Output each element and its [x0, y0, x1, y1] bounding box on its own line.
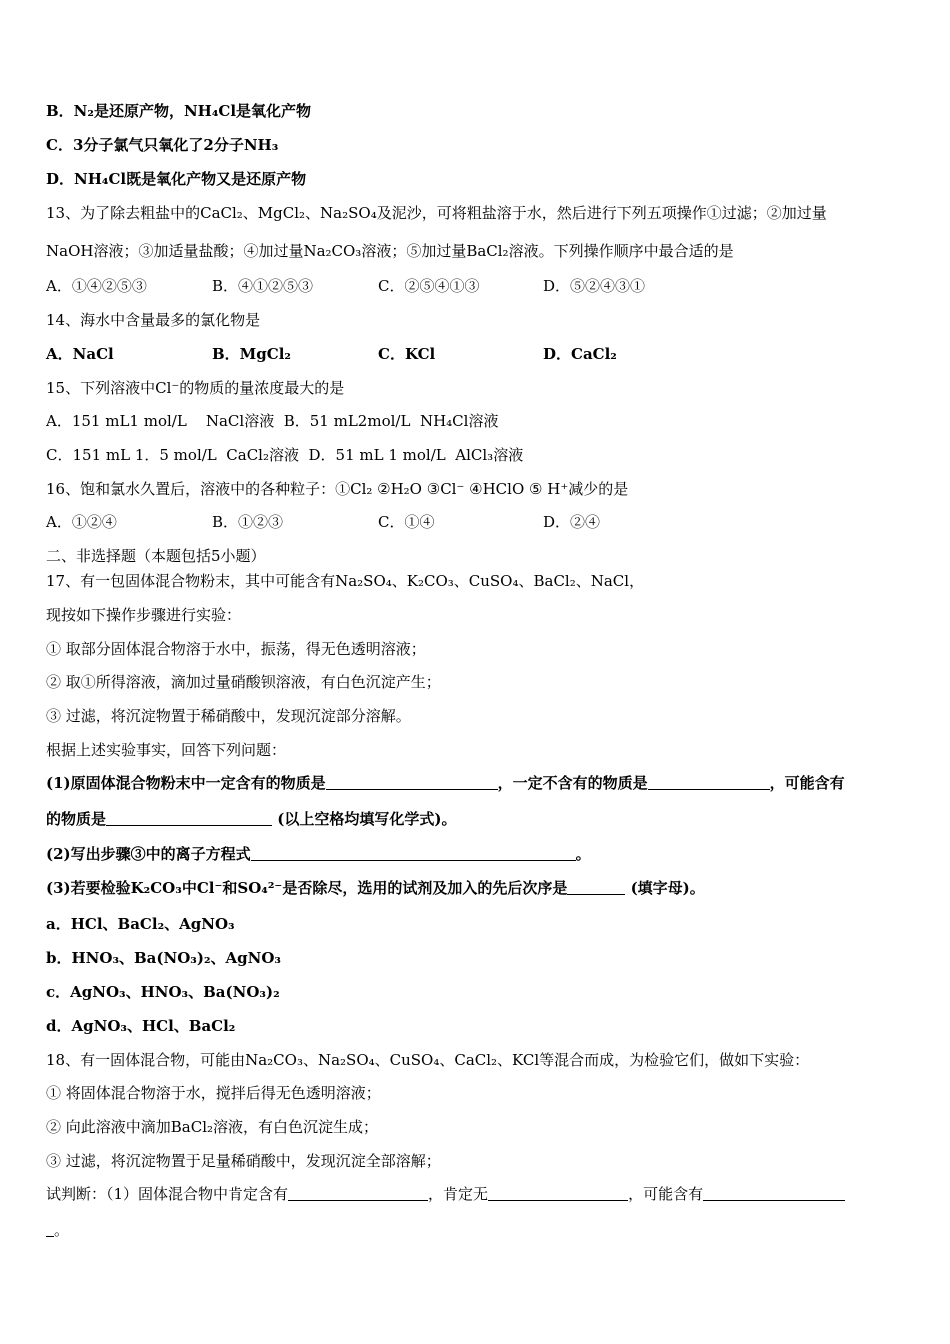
q17-blank-must-not-contain[interactable] [648, 775, 770, 790]
q16-option-a: A．①②④ [46, 513, 117, 531]
q16-option-d: D．②④ [543, 513, 601, 531]
q12-option-d: D．NH₄Cl既是氧化产物又是还原产物 [46, 170, 307, 188]
q17-blank-ionic-equation[interactable] [251, 846, 576, 861]
q18-judge-end [46, 1220, 69, 1240]
q16-option-c: C．①④ [378, 513, 435, 531]
q17-step-1: ① 取部分固体混合物溶于水中，振荡，得无色透明溶液； [46, 640, 426, 658]
q13-stem-line2: NaOH溶液；③加适量盐酸；④加过量Na₂CO₃溶液；⑤加过量BaCl₂溶液。下列操作顺序中最合适的是 [46, 242, 734, 260]
q18-judge-text-b: ，肯定无 [428, 1185, 489, 1203]
q17-stem-line2: 现按如下操作步骤进行实验： [46, 606, 242, 624]
q17-step-2: ② 取①所得溶液，滴加过量硝酸钡溶液，有白色沉淀产生； [46, 673, 441, 691]
q18-blank-may-contain[interactable] [703, 1186, 845, 1201]
q17-part3-text-a: (3)若要检验K₂CO₃中Cl⁻和SO₄²⁻是否除尽，选用的试剂及加入的先后次序是 [46, 879, 568, 897]
q17-part1-text-b: ，一定不含有的物质是 [497, 774, 648, 792]
q18-judge-text-c: ，可能含有 [628, 1185, 704, 1203]
q17-blank-reagent-order[interactable] [567, 880, 625, 895]
q16-option-b: B．①②③ [212, 513, 284, 531]
q13-option-b: B．④①②⑤③ [212, 277, 314, 295]
q17-part2-text-b: 。 [575, 845, 591, 863]
q13-option-d: D．⑤②④③① [543, 277, 646, 295]
q17-choice-c: c．AgNO₃、HNO₃、Ba(NO₃)₂ [46, 983, 280, 1001]
q17-blank-may-contain[interactable] [106, 811, 272, 826]
q17-part1-line1 [46, 773, 845, 793]
q17-stem-line1: 17、有一包固体混合物粉末，其中可能含有Na₂SO₄、K₂CO₃、CuSO₄、BaCl₂、NaCl， [46, 572, 645, 590]
q18-stem: 18、有一固体混合物，可能由Na₂CO₃、Na₂SO₄、CuSO₄、CaCl₂、KCl等混合而成，为检验它们，做如下实验： [46, 1051, 810, 1069]
q18-blank-definitely-contains[interactable] [288, 1186, 428, 1201]
q18-judge-text-a: 试判断：（1）固体混合物中肯定含有 [46, 1185, 289, 1203]
q15-options-ab: A．151 mL1 mol/L NaCl溶液 B．51 mL2mol/L NH₄Cl溶液 [46, 412, 499, 430]
q12-option-c: C．3分子氯气只氧化了2分子NH₃ [46, 136, 279, 154]
q17-step-3: ③ 过滤，将沉淀物置于稀硝酸中，发现沉淀部分溶解。 [46, 707, 411, 725]
q18-step-1: ① 将固体混合物溶于水，搅拌后得无色透明溶液； [46, 1084, 381, 1102]
q17-blank-must-contain[interactable] [326, 775, 498, 790]
q17-part1-text-c: ，可能含有 [769, 774, 845, 792]
q13-option-c: C．②⑤④①③ [378, 277, 480, 295]
q13-option-a: A．①④②⑤③ [46, 277, 147, 295]
q17-part1-line2 [46, 809, 456, 829]
q14-stem: 14、海水中含量最多的氯化物是 [46, 311, 261, 329]
q17-part3-text-b: (填字母)。 [630, 879, 705, 897]
q18-judge-line [46, 1184, 845, 1204]
q14-option-c: C．KCl [378, 345, 436, 363]
q17-part1-text-d: 的物质是 [46, 810, 107, 828]
q14-option-b: B．MgCl₂ [212, 345, 291, 363]
q16-stem: 16、饱和氯水久置后，溶液中的各种粒子：①Cl₂ ②H₂O ③Cl⁻ ④HClO ⑤ H⁺减少的是 [46, 480, 629, 498]
q12-option-b: B．N₂是还原产物，NH₄Cl是氧化产物 [46, 102, 312, 120]
q17-choice-b: b．HNO₃、Ba(NO₃)₂、AgNO₃ [46, 949, 281, 967]
q18-step-2: ② 向此溶液中滴加BaCl₂溶液，有白色沉淀生成； [46, 1118, 379, 1136]
q15-options-cd: C．151 mL 1．5 mol/L CaCl₂溶液 D．51 mL 1 mol/L AlCl₃溶液 [46, 446, 524, 464]
q17-ask: 根据上述实验事实，回答下列问题： [46, 741, 287, 759]
q17-part2 [46, 844, 591, 864]
q18-step-3: ③ 过滤，将沉淀物置于足量稀硝酸中，发现沉淀全部溶解； [46, 1152, 441, 1170]
q17-part1-text-e: (以上空格均填写化学式)。 [277, 810, 457, 828]
section-heading: 二、非选择题（本题包括5小题） [46, 547, 266, 565]
q17-part3 [46, 878, 705, 898]
q14-option-a: A．NaCl [46, 345, 114, 363]
q13-stem-line1: 13、为了除去粗盐中的CaCl₂、MgCl₂、Na₂SO₄及泥沙，可将粗盐溶于水，然后进行下列五项操作①过滤；②加过量 [46, 204, 827, 222]
q17-part1-text-a: (1)原固体混合物粉末中一定含有的物质是 [46, 774, 326, 792]
q14-option-d: D．CaCl₂ [543, 345, 617, 363]
q17-choice-a: a．HCl、BaCl₂、AgNO₃ [46, 915, 235, 933]
q17-choice-d: d．AgNO₃、HCl、BaCl₂ [46, 1017, 236, 1035]
q15-stem: 15、下列溶液中Cl⁻的物质的量浓度最大的是 [46, 379, 345, 397]
q17-part2-text-a: (2)写出步骤③中的离子方程式 [46, 845, 251, 863]
q18-blank-continuation[interactable] [46, 1222, 54, 1237]
q18-blank-definitely-absent[interactable] [488, 1186, 628, 1201]
q18-end-period: 。 [54, 1221, 70, 1239]
